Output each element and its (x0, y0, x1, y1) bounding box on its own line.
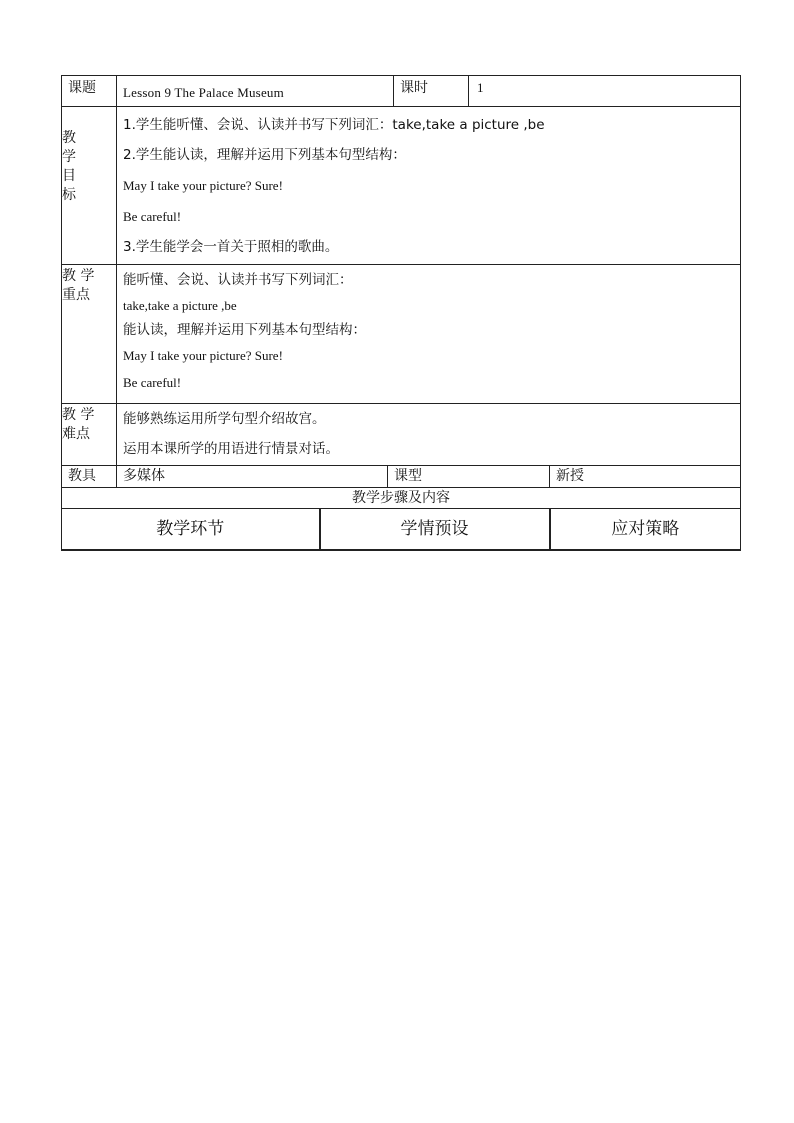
tools-value: 多媒体 (117, 466, 388, 488)
objectives-label-char: 学 (62, 149, 76, 165)
objective-line: 3.学生能学会一首关于照相的歌曲。 (123, 239, 339, 255)
column-student-expectation: 学情预设 (320, 509, 550, 550)
steps-title-row (62, 488, 741, 509)
difficulties-content (117, 404, 741, 466)
objectives-label-char: 教 (62, 130, 76, 146)
objective-line: Be careful! (123, 209, 182, 224)
topic-row (62, 76, 741, 107)
objectives-row (62, 107, 741, 265)
difficulties-row (62, 404, 741, 466)
difficulties-label (62, 404, 117, 466)
key-points-label (62, 265, 117, 404)
tools-label: 教具 (62, 466, 117, 488)
key-points-label-line: 教 学 (62, 268, 95, 284)
column-response-strategy: 应对策略 (550, 509, 741, 550)
topic-label: 课题 (62, 76, 117, 107)
topic-value: Lesson 9 The Palace Museum (117, 76, 394, 107)
objective-line: 2.学生能认读，理解并运用下列基本句型结构： (123, 147, 406, 163)
key-points-content (117, 265, 741, 404)
course-type-value: 新授 (550, 466, 741, 488)
key-points-label-line: 重点 (62, 287, 90, 303)
tools-row (62, 466, 741, 488)
hours-label: 课时 (394, 76, 469, 107)
objective-line: May I take your picture? Sure! (123, 178, 283, 193)
steps-header-row (62, 509, 741, 550)
key-points-row (62, 265, 741, 404)
objectives-label-char: 标 (62, 187, 76, 203)
hours-value: 1 (469, 76, 741, 107)
objectives-content (117, 107, 741, 265)
key-point-line: May I take your picture? Sure! (123, 348, 283, 363)
difficulties-label-line: 教 学 (62, 407, 95, 423)
difficulty-line: 运用本课所学的用语进行情景对话。 (123, 441, 339, 457)
key-point-line: take,take a picture ,be (123, 298, 237, 313)
objective-line: 1.学生能听懂、会说、认读并书写下列词汇：take,take a picture ,be (123, 117, 545, 133)
difficulty-line: 能够熟练运用所学句型介绍故宫。 (123, 411, 326, 427)
lesson-plan-table (61, 75, 741, 551)
course-type-label: 课型 (388, 466, 550, 488)
difficulties-label-line: 难点 (62, 426, 90, 442)
column-teaching-stage: 教学环节 (62, 509, 320, 550)
key-point-line: Be careful! (123, 375, 182, 390)
objectives-label (62, 107, 117, 265)
key-point-line: 能认读，理解并运用下列基本句型结构： (123, 322, 366, 338)
steps-title: 教学步骤及内容 (62, 488, 741, 509)
key-point-line: 能听懂、会说、认读并书写下列词汇： (123, 272, 353, 288)
objectives-label-char: 目 (62, 168, 76, 184)
